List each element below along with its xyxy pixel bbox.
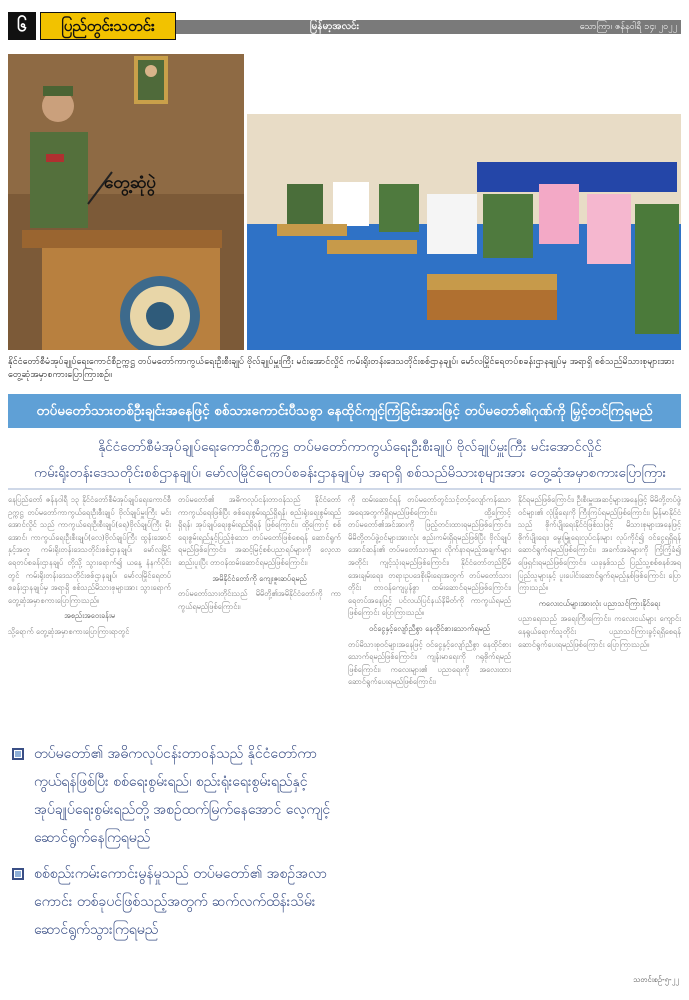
pull-quote-text: တပ်မတော်၏ အဓိကလုပ်ငန်းတာဝန်သည် နိုင်ငံတော်ကာကွယ်ရန်ဖြစ်ပြီး စစ်ရေးစွမ်းရည်၊ စည်းရုံးရေးစွမ်းရည်နှင့် အုပ်ချုပ်ရေးစွမ်းရည်တို့ အစဉ်ထက်မြက်နေအောင် လေ့ကျင့်ဆောင်ရွက်နေကြရမည် <box>34 746 331 846</box>
column-3 <box>348 494 511 990</box>
paper-name: မြန်မာ့အလင်း <box>304 20 365 34</box>
subhead: ဝင်ငွေနှင့်လျော်ညီစွာ နေထိုင်စားသောက်ရမည် <box>368 623 491 633</box>
pull-quote <box>8 860 334 944</box>
checkbox-bullet-icon <box>12 748 24 760</box>
pull-quote <box>8 740 334 852</box>
audience-illustration <box>247 54 681 350</box>
paragraph: ပညာရေးသည် အရေးကြီးကြောင်း၊ ကလေးငယ်များ ကျောင်းနေရွယ်ရောက်သူတိုင်း ပညာသင်ကြားခွင့်ရရှိစေရန် ဆောင်ရွက်ပေးရမည်ဖြစ်ကြောင်း ပြောကြားသည်။ <box>518 614 681 649</box>
pull-quote-text: စစ်စည်းကမ်းကောင်းမွန်မှုသည် တပ်မတော်၏ အစဉ်အလာကောင်း တစ်ခုပင်ဖြစ်သည့်အတွက် ဆက်လက်ထိန်းသိမ်းဆောင်ရွက်သွားကြရမည် <box>34 866 327 938</box>
byline: သတင်းစဉ်-၅-၂၂ <box>633 975 679 984</box>
paragraph: တပ်မိသားစုဝင်များအနေဖြင့် ဝင်ငွေနှင့်လျော်ညီစွာ နေထိုင်စားသောက်ရမည်ဖြစ်ကြောင်း၊ ကျန်းမာရေးကို ဂရုစိုက်ရမည်ဖြစ်ကြောင်း၊ ကလေးများ၏ ပညာရေးကို အလေးထား ဆောင်ရွက်ပေးရမည်ဖြစ်ကြောင်း၊ <box>348 639 511 687</box>
column-1 <box>8 494 171 732</box>
checkbox-bullet-icon <box>12 868 24 880</box>
paragraph: သို့ရောက် တွေ့ဆုံအမှာစကားပြောကြားရာတွင် <box>8 626 130 636</box>
issue-date: သောကြာ၊ ဇန်နဝါရီ ၁၄၊ ၂၀၂၂ <box>579 22 677 32</box>
paragraph: နိုင်ရမည်ဖြစ်ကြောင်း၊ ဦးစီးမှူးအဆင့်များအနေဖြင့် မိမိတို့တပ်ဖွဲ့ဝင်များ၏ လုံခြုံရေးကို ကြီးကြပ်ရမည်ဖြစ်ကြောင်း၊ မြန်မာနိုင်ငံသည် စိုက်ပျိုးရေးနိုင်ငံဖြစ်သဖြင့် မိသားစုများအနေဖြင့် စိုက်ပျိုးရေး၊ မွေးမြူရေးလုပ်ငန်းများ လုပ်ကိုင်၍ ဝင်ငွေရရှိရန် ဆောင်ရွက်ရမည်ဖြစ်ကြောင်း၊ အခက်အခဲများကို ကြံ့ကြံ့ခံ၍ ဖြေရှင်းရမည်ဖြစ်ကြောင်း၊ ယခုနှစ်သည် ပြည်သူ့စစ်စနစ်အရ ပြည်သူများနှင့် ပူးပေါင်းဆောင်ရွက်ရမည့်နှစ်ဖြစ်ကြောင်း ပြောကြားသည်။ <box>518 495 681 593</box>
paragraph: တပ်မတော်သားတိုင်းသည် မိမိတို့၏အမိနိုင်ငံတော်ကို ကာကွယ်ရမည်ဖြစ်ကြောင်း၊ <box>178 589 341 611</box>
subtitle-line-1: နိုင်ငံတော်စီမံအုပ်ချုပ်ရေးကောင်စီဥက္ကဋ္ဌ တပ်မတော်ကာကွယ်ရေးဦးစီးချုပ် ဗိုလ်ချုပ်မှူးကြီး မင်းအောင်လှိုင် <box>98 439 602 455</box>
photo-caption: နိုင်ငံတော်စီမံအုပ်ချုပ်ရေးကောင်စီဥက္ကဋ္ဌ တပ်မတော်ကာကွယ်ရေးဦးစီးချုပ် ဗိုလ်ချုပ်မှူးကြီး မင်းအောင်လှိုင် ကမ်းရိုးတန်းဒေသတိုင်းစစ်ဌာနချုပ်၊ မော်လမြိုင်ရေတပ်စခန်းဌာနချုပ်မှ အရာရှိ စစ်သည်မိသားစုများအား တွေ့ဆုံအမှာစကားပြောကြားစဉ်။ <box>8 357 675 380</box>
headline: တပ်မတော်သားတစ်ဦးချင်းအနေဖြင့် စစ်သားကောင်းပီသစွာ နေထိုင်ကျင့်ကြံခြင်းအားဖြင့် တပ်မတော်၏ဂုဏ်ကို မြှင့်တင်ကြရမည် <box>8 394 681 428</box>
pull-quotes <box>8 740 334 990</box>
meeting-tag: တွေ့ဆုံပွဲ <box>104 173 156 193</box>
column-4 <box>518 494 681 990</box>
page-number: ၆ <box>8 12 36 40</box>
photo-audience <box>247 54 681 350</box>
divider <box>8 488 681 490</box>
subtitle-line-2: ကမ်းရိုးတန်းဒေသတိုင်းစစ်ဌာနချုပ်၊ မော်လမြိုင်ရေတပ်စခန်းဌာနချုပ်မှ အရာရှိ စစ်သည်မိသားစုများအား တွေ့ဆုံအမှာစကားပြောကြား <box>33 465 667 481</box>
subhead: ကလေးငယ်များအားလုံး ပညာသင်ကြားနိုင်ရေး <box>538 598 661 608</box>
subhead: အမိနိုင်ငံတော်ကို ကျေးဇူးဆပ်ရမည် <box>212 573 307 583</box>
speaker-illustration <box>8 54 244 350</box>
paragraph: ကို ထမ်းဆောင်ရန် တပ်မတော်တွင်သင့်တင့်လျော်ကန်သော အရေအတွက်ရှိရမည်ဖြစ်ကြောင်း၊ ထို့ကြောင့် တပ်မတော်၏အင်အားကို ဖြည့်တင်းထားရမည်ဖြစ်ကြောင်း၊ မိမိတို့တပ်ဖွဲ့ဝင်များအားလုံး စည်းကမ်းရှိရမည်ဖြစ်ပြီး ဗိုလ်ချုပ်အောင်ဆန်း၏ တပ်မတော်သားများ လိုက်နာရမည့်အချက်များအတိုင်း ကျင့်သုံးရမည်ဖြစ်ကြောင်း၊ နိုင်ငံတော်တည်ငြိမ်အေးချမ်းရေး၊ တရားဥပဒေစိုးမိုးရေးအတွက် တပ်မတော်သားတိုင်း တာဝန်ကျေပွန်စွာ ထမ်းဆောင်ရမည်ဖြစ်ကြောင်း၊ ရေတပ်အနေဖြင့် ပင်လယ်ပြင်နယ်နိမိတ်ကို ကာကွယ်ရမည်ဖြစ်ကြောင်း ပြောကြားသည်။ <box>348 495 511 618</box>
photo-speaker <box>8 54 244 350</box>
paragraph: နေပြည်တော် ဇန်နဝါရီ ၁၃ နိုင်ငံတော်စီမံအုပ်ချုပ်ရေးကောင်စီဥက္ကဋ္ဌ တပ်မတော်ကာကွယ်ရေးဦးစီးချုပ် ဗိုလ်ချုပ်မှူးကြီး မင်းအောင်လှိုင် သည် ကာကွယ်ရေးဦးစီးချုပ်(ရေ)ဗိုလ်ချုပ်ကြီး မိုးအောင်၊ ကာကွယ်ရေးဦးစီးချုပ်(လေ)ဗိုလ်ချုပ်ကြီး ထွန်းအောင်နှင့်အတူ ကမ်းရိုးတန်းဒေသတိုင်းစစ်ဌာနချုပ်၊ မော်လမြိုင်ရေတပ်စခန်းဌာနချုပ် တို့သို့ သွားရောက်၍ ယနေ့ နံနက်ပိုင်းတွင် ကမ်းရိုးတန်းဒေသတိုင်းစစ်ဌာနချုပ်၊ မော်လမြိုင်ရေတပ်စခန်းဌာနချုပ်မှ အရာရှိ စစ်သည်မိသားစုများအား သွားရောက်တွေ့ဆုံအမှာစကားပြောကြားသည်။ <box>8 495 171 605</box>
section-label: ပြည်တွင်းသတင်း <box>40 12 176 40</box>
subhead: အစည်းအဝေးခန်းမ <box>64 611 115 621</box>
column-2 <box>178 494 341 732</box>
page-header <box>8 6 681 40</box>
paragraph: တပ်မတော်၏ အဓိကလုပ်ငန်းတာဝန်သည် နိုင်ငံတော်ကာကွယ်ရေးဖြစ်ပြီး စစ်ရေးစွမ်းရည်ရှိရန်၊ စည်းရုံးရေးစွမ်းရည်ရှိရန်၊ အုပ်ချုပ်ရေးစွမ်းရည်ရှိရန် ဖြစ်ကြောင်း၊ ထို့ကြောင့် စစ်ရေးစွမ်းရည်နှင့်ပြည့်စုံသော တပ်မတော်ဖြစ်စေရန် ဆောင်ရွက်ရမည်ဖြစ်ကြောင်း၊ အဆင့်မြင့်စစ်ပညာရပ်များကို လေ့လာဆည်းပူးပြီး တာဝန်ထမ်းဆောင်ရမည်ဖြစ်ကြောင်း၊ <box>178 495 341 567</box>
